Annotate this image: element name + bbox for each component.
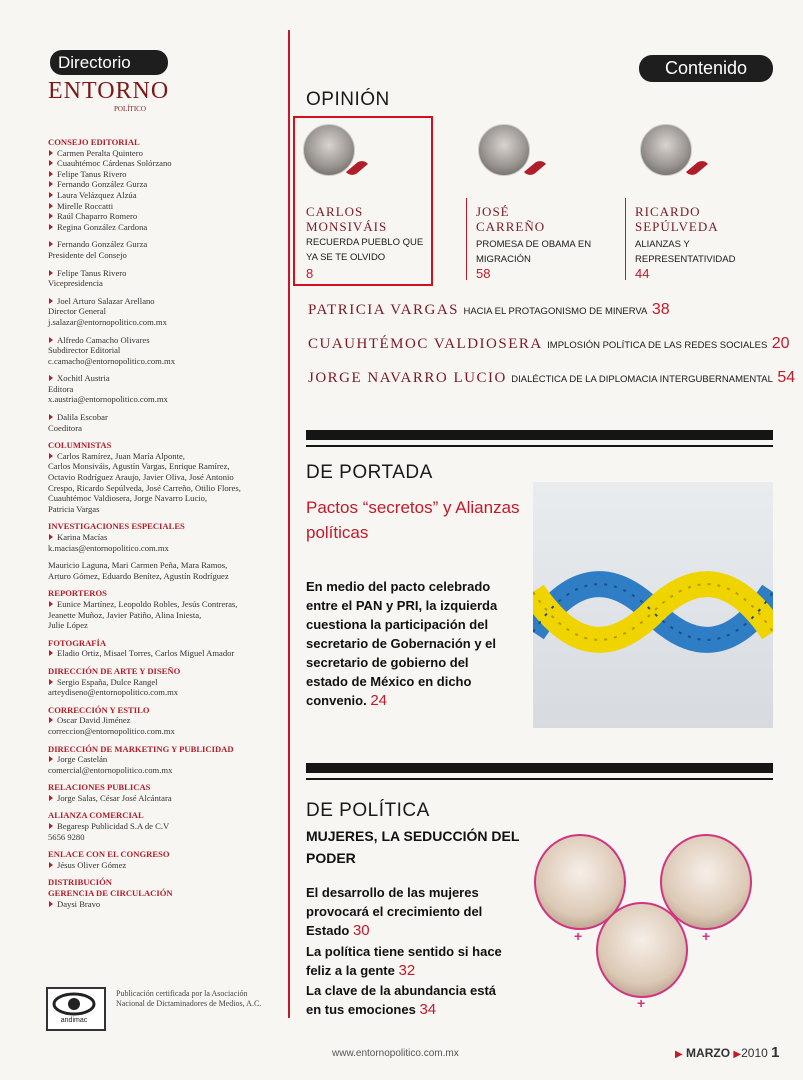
directory-line: Carlos Monsiváis, Agustín Vargas, Enrique Ramírez, <box>48 461 230 472</box>
directory-line: Fernando González Gurza <box>48 179 278 190</box>
directory-line: Arturo Gómez, Eduardo Benítez, Agustín Rodríguez <box>48 570 229 581</box>
directory-line[interactable]: k.macias@entornopolitico.com.mx <box>48 542 169 553</box>
directory-line[interactable]: arteydiseno@entornopolitico.com.mx <box>48 687 179 698</box>
featured-article-1[interactable]: RECUERDA PUEBLO QUE YA SE TE OLVIDO <box>306 237 424 263</box>
directory-line: Begaresp Publicidad S.A de C.V <box>48 821 278 832</box>
section-rule-thin <box>306 445 773 447</box>
politica-title: DE POLÍTICA <box>306 800 430 821</box>
portada-page: 24 <box>370 692 387 709</box>
directory-line: Carlos Ramírez, Juan María Alponte, <box>48 451 278 462</box>
politica-item-3[interactable]: La clave de la abundancia está en tus emociones 34 <box>306 983 497 1018</box>
section-rule-thick <box>306 430 773 440</box>
column-divider <box>288 30 290 1018</box>
directory-line: Fernando González Gurza <box>48 239 278 250</box>
columnist-photo-carreno <box>478 124 530 176</box>
directory-line: Cuauhtémoc Valdiosera, Jorge Navarro Lucio, <box>48 493 208 504</box>
spacer <box>48 232 278 239</box>
directory-line: Eunice Martínez, Leopoldo Robles, Jesús Contreras, <box>48 599 278 610</box>
female-symbol-icon: + <box>702 928 711 944</box>
directory-line: Daysi Bravo <box>48 899 278 910</box>
featured-author-1[interactable]: CARLOS MONSIVÁIS <box>306 204 388 234</box>
directory-line: Xochitl Austria <box>48 373 278 384</box>
directory-line: Jeanette Muñoz, Javier Patiño, Alina Iniesta, <box>48 609 202 620</box>
directory-heading: REPORTEROS <box>48 588 107 599</box>
spacer <box>48 366 278 373</box>
portada-subtitle[interactable]: Pactos “secretos” y Alianzas políticas <box>306 498 520 542</box>
opinion-row-3[interactable]: JORGE NAVARRO LUCIO DIALÉCTICA DE LA DIPLOMACIA INTERGUBERNAMENTAL 54 <box>308 369 796 386</box>
directory-line[interactable]: x.austria@entornopolitico.com.mx <box>48 394 168 405</box>
directory-heading: INVESTIGACIONES ESPECIALES <box>48 521 185 532</box>
directory-line: Julie López <box>48 620 88 631</box>
section-rule-thin <box>306 778 773 780</box>
directory-line: Joel Arturo Salazar Arellano <box>48 296 278 307</box>
directory-line: Vicepresidencia <box>48 278 103 289</box>
certification-logo <box>46 987 106 1031</box>
column-separator <box>466 198 467 280</box>
spacer <box>48 289 278 296</box>
woman-photo-3 <box>596 902 688 998</box>
contents-title: Contenido <box>639 55 773 82</box>
directory-heading: DISTRIBUCIÓN GERENCIA DE CIRCULACIÓN <box>48 877 173 899</box>
column-separator <box>625 198 626 280</box>
directory-heading: FOTOGRAFÍA <box>48 637 107 648</box>
directory-line: Felipe Tanus Rivero <box>48 268 278 279</box>
section-rule-thick <box>306 763 773 773</box>
logo-main: ENTORNO <box>48 78 170 104</box>
directory-title: Directorio <box>50 50 168 75</box>
directory-line[interactable]: j.salazar@entornopolitico.com.mx <box>48 316 167 327</box>
directory-line: Cuauhtémoc Cárdenas Solórzano <box>48 158 278 169</box>
directory-line: Mirelle Roccatti <box>48 201 278 212</box>
featured-page-1[interactable]: 8 <box>306 266 314 281</box>
directory-line: Regina González Cardona <box>48 222 278 233</box>
portada-title: DE PORTADA <box>306 462 433 483</box>
directory-line: Dalila Escobar <box>48 412 278 423</box>
directory-line: Raúl Chaparro Romero <box>48 211 278 222</box>
directory-line: Oscar David Jiménez <box>48 715 278 726</box>
directory-line: Jorge Castelán <box>48 754 278 765</box>
female-symbol-icon: + <box>637 995 646 1011</box>
directory-line: Presidente del Consejo <box>48 249 127 260</box>
certification-text: Publicación certificada por la Asociación Nacional de Dictaminadores de Medios, A.C. <box>116 989 262 1008</box>
rope-knot-image <box>533 482 773 728</box>
directory-line: Felipe Tanus Rivero <box>48 169 278 180</box>
spacer <box>48 328 278 335</box>
directory-line: Carmen Peralta Quintero <box>48 148 278 159</box>
directory-heading: COLUMNISTAS <box>48 440 112 451</box>
footer-date: ▶ MARZO ▶2010 1 <box>675 1044 780 1061</box>
opinion-row-2[interactable]: CUAUHTÉMOC VALDIOSERA IMPLOSIÓN POLÍTICA DE LAS REDES SOCIALES 20 <box>308 335 790 352</box>
logo-sub: POLÍTICO <box>114 105 146 113</box>
directory-line: Sergio España, Dulce Rangel <box>48 677 278 688</box>
spacer <box>48 261 278 268</box>
female-symbol-icon: + <box>574 928 583 944</box>
featured-article-3[interactable]: ALIANZAS Y REPRESENTATIVIDAD <box>635 239 736 265</box>
portada-body[interactable]: En medio del pacto celebrado entre el PAN y PRI, la izquierda cuestiona la participación del secretario de Gobernación y el secretario de gobierno del estado de México en dicho convenio. 24 <box>306 579 498 709</box>
featured-author-3[interactable]: RICARDO SEPÚLVEDA <box>635 204 719 234</box>
directory-line: Mauricio Laguna, Mari Carmen Peña, Mara Ramos, <box>48 560 228 571</box>
directory-line: Jorge Salas, César José Alcántara <box>48 793 278 804</box>
directory-line: Eladio Ortiz, Misael Torres, Carlos Miguel Amador <box>48 648 278 659</box>
featured-author-2[interactable]: JOSÉ CARREÑO <box>476 204 546 234</box>
svg-text:andimac: andimac <box>60 1017 88 1024</box>
directory-heading: DIRECCIÓN DE ARTE Y DISEÑO <box>48 665 181 676</box>
politica-subtitle[interactable]: MUJERES, LA SEDUCCIÓN DEL PODER <box>306 828 520 866</box>
directory-line: 5656 9280 <box>48 831 85 842</box>
politica-item-1[interactable]: El desarrollo de las mujeres provocará el crecimiento del Estado 30 <box>306 885 483 939</box>
directory-line: Coeditora <box>48 422 82 433</box>
featured-page-3[interactable]: 44 <box>635 266 650 281</box>
opinion-title: OPINIÓN <box>306 89 390 110</box>
spacer <box>48 553 278 560</box>
directory-list <box>48 137 278 909</box>
directory-line: Subdirector Editorial <box>48 345 121 356</box>
directory-line: Octavio Rodríguez Araujo, Javier Oliva, José Antonio <box>48 472 234 483</box>
magazine-logo <box>48 78 188 134</box>
footer-url[interactable]: www.entornopolitico.com.mx <box>332 1048 459 1059</box>
directory-heading: CORRECCIÓN Y ESTILO <box>48 704 150 715</box>
featured-page-2[interactable]: 58 <box>476 266 491 281</box>
directory-line: Editora <box>48 383 74 394</box>
directory-line: Crespo, Ricardo Sepúlveda, José Carreño, Otilio Flores, <box>48 482 241 493</box>
opinion-row-1[interactable]: PATRICIA VARGAS HACIA EL PROTAGONISMO DE MINERVA 38 <box>308 301 670 318</box>
directory-line: Laura Velázquez Alzúa <box>48 190 278 201</box>
directory-heading: ALIANZA COMERCIAL <box>48 810 144 821</box>
directory-line[interactable]: correccion@entornopolitico.com.mx <box>48 725 175 736</box>
columnist-photo-monsivais <box>303 124 355 176</box>
featured-article-2[interactable]: PROMESA DE OBAMA EN MIGRACIÓN <box>476 239 592 265</box>
directory-line: Karina Macías <box>48 532 278 543</box>
directory-heading: DIRECCIÓN DE MARKETING Y PUBLICIDAD <box>48 743 234 754</box>
directory-line[interactable]: c.camacho@entornopolitico.com.mx <box>48 355 175 366</box>
directory-heading: CONSEJO EDITORIAL <box>48 137 140 147</box>
directory-heading: RELACIONES PUBLICAS <box>48 782 151 793</box>
directory-heading: ENLACE CON EL CONGRESO <box>48 849 170 860</box>
columnist-photo-sepulveda <box>640 124 692 176</box>
directory-line: Patricia Vargas <box>48 503 100 514</box>
directory-line: Director General <box>48 306 106 317</box>
spacer <box>48 405 278 412</box>
directory-line: Jésus Oliver Gómez <box>48 860 278 871</box>
directory-line[interactable]: comercial@entornopolitico.com.mx <box>48 764 173 775</box>
politica-item-2[interactable]: La política tiene sentido si hace feliz a la gente 32 <box>306 944 502 979</box>
directory-line: Alfredo Camacho Olivares <box>48 335 278 346</box>
